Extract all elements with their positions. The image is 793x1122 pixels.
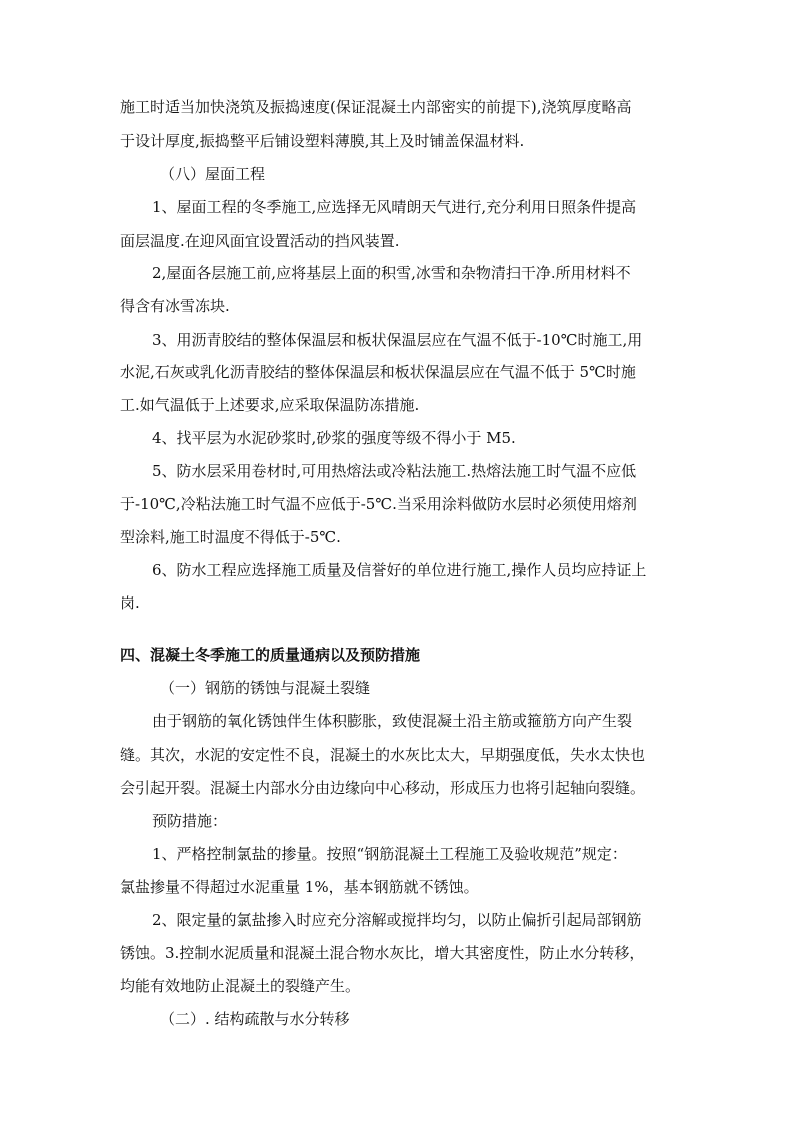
paragraph-line: 5、防水层采用卷材时,可用热熔法或冷粘法施工.热熔法施工时气温不应低: [152, 462, 637, 480]
paragraph-line: 面层温度.在迎风面宜设置活动的挡风装置.: [120, 232, 400, 250]
chapter-heading: 四、混凝土冬季施工的质量通病以及预防措施: [120, 646, 421, 664]
paragraph-line: 于-10℃,冷粘法施工时气温不应低于-5℃.当采用涂料做防水层时必须使用熔剂: [120, 495, 637, 513]
paragraph-line: 氯盐掺量不得超过水泥重量 1%，基本钢筋就不锈蚀。: [120, 878, 479, 896]
paragraph-line: 均能有效地防止混凝土的裂缝产生。: [120, 977, 361, 995]
paragraph-line: 工.如气温低于上述要求,应采取保温防冻措施.: [120, 396, 420, 414]
paragraph-line: 1、严格控制氯盐的掺量。按照“钢筋混凝土工程施工及验收规范”规定：: [152, 845, 627, 863]
paragraph-line: 缝。其次，水泥的安定性不良，混凝土的水灰比太大，早期强度低，失水太快也: [120, 746, 646, 764]
section-heading: （一）钢筋的锈蚀与混凝土裂缝: [160, 679, 371, 697]
paragraph-line: 施工时适当加快浇筑及振捣速度(保证混凝土内部密实的前提下),浇筑厚度略高: [120, 98, 632, 116]
paragraph-line: 2,屋面各层施工前,应将基层上面的积雪,冰雪和杂物清扫干净.所用材料不: [152, 264, 631, 282]
paragraph-line: 会引起开裂。混凝土内部水分由边缘向中心移动，形成压力也将引起轴向裂缝。: [120, 779, 646, 797]
paragraph-line: 1、屋面工程的冬季施工,应选择无风晴朗天气进行,充分利用日照条件提高: [152, 198, 637, 216]
paragraph-line: 6、防水工程应选择施工质量及信誉好的单位进行施工,操作人员均应持证上: [152, 561, 647, 579]
paragraph-line: 锈蚀。3.控制水泥质量和混凝土混合物水灰比，增大其密度性，防止水分转移，: [120, 944, 645, 962]
paragraph-line: 水泥,石灰或乳化沥青胶结的整体保温层和板状保温层应在气温不低于 5℃时施: [120, 363, 636, 381]
section-heading: （二）. 结构疏散与水分转移: [160, 1010, 350, 1028]
paragraph-line: 2、限定量的氯盐掺入时应充分溶解或搅拌均匀，以防止偏折引起局部钢筋: [152, 911, 642, 929]
paragraph-line: 4、找平层为水泥砂浆时,砂浆的强度等级不得小于 M5.: [152, 429, 516, 447]
paragraph-line: 预防措施：: [152, 812, 228, 830]
paragraph-line: 岗.: [120, 594, 140, 612]
paragraph-line: 于设计厚度,振捣整平后铺设塑料薄膜,其上及时铺盖保温材料.: [120, 132, 525, 150]
paragraph-line: 由于钢筋的氧化锈蚀伴生体积膨胀，致使混凝土沿主筋或箍筋方向产生裂: [152, 712, 633, 730]
section-heading: （八）屋面工程: [160, 165, 266, 183]
paragraph-line: 3、用沥青胶结的整体保温层和板状保温层应在气温不低于-10℃时施工,用: [152, 331, 643, 349]
paragraph-line: 型涂料,施工时温度不得低于-5℃.: [120, 528, 341, 546]
paragraph-line: 得含有冰雪冻块.: [120, 297, 230, 315]
